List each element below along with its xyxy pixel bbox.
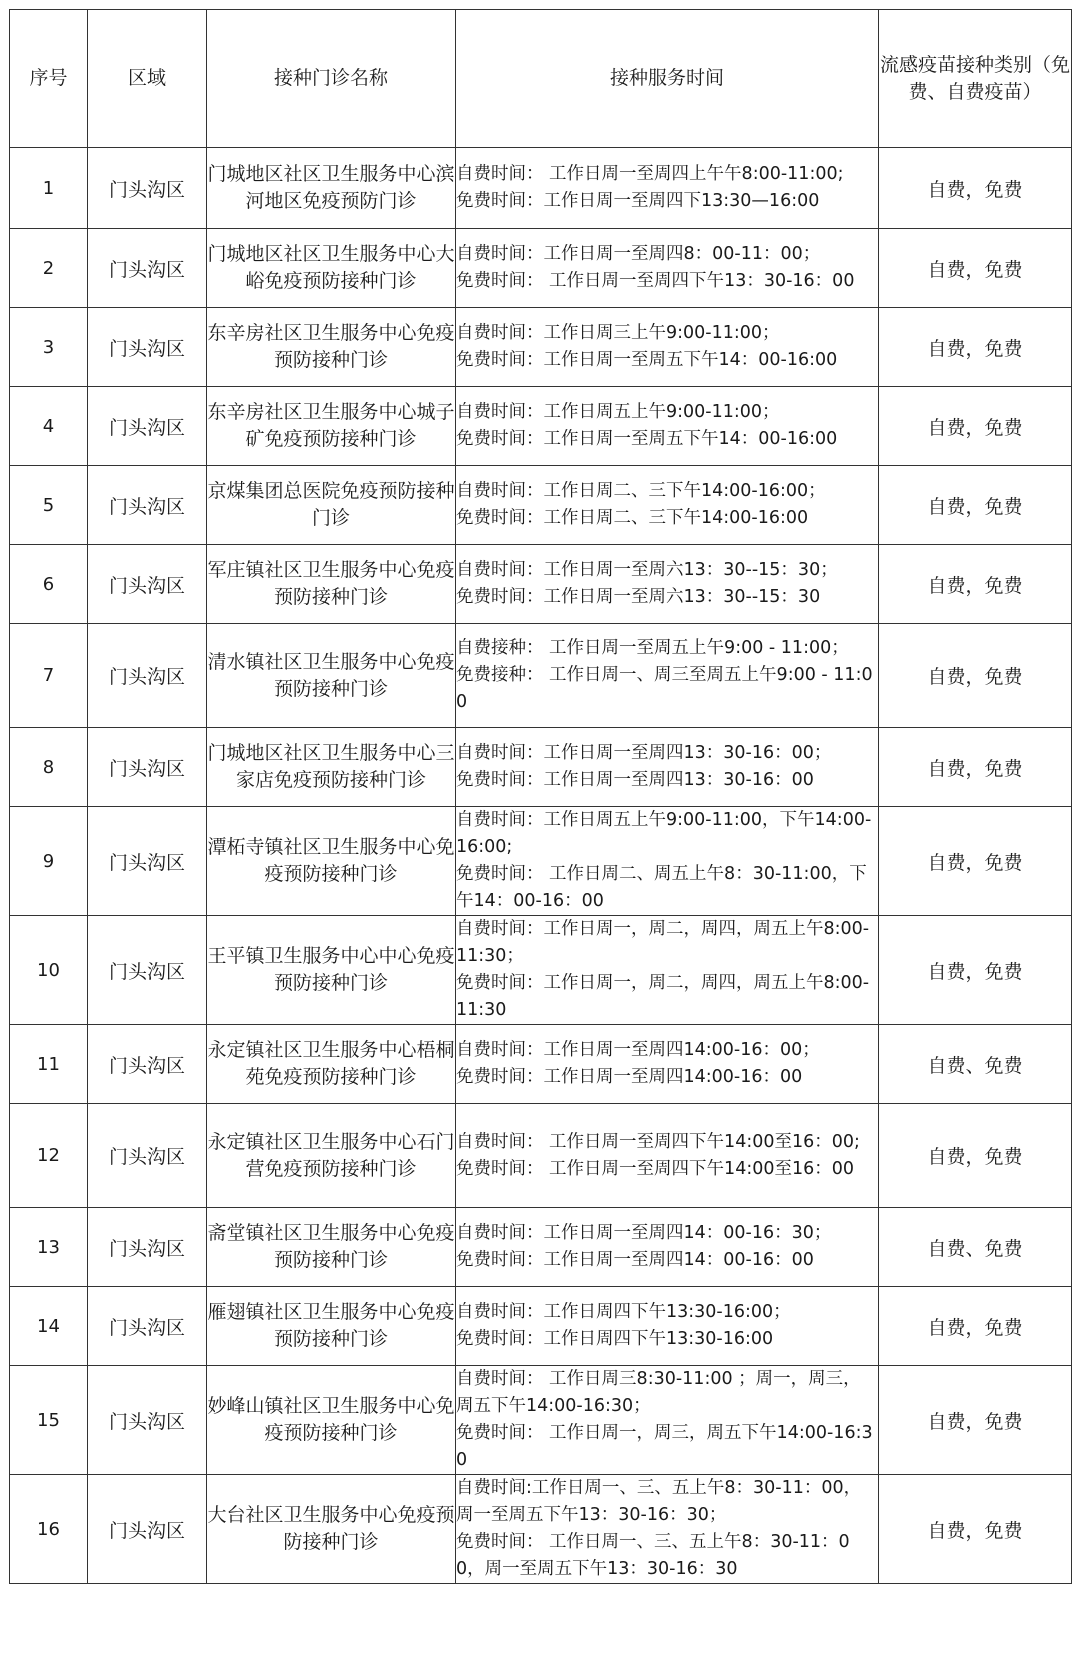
- row-service-time: [456, 728, 879, 807]
- row-clinic-name: 门城地区社区卫生服务中心大峪免疫预防接种门诊: [207, 229, 456, 308]
- row-service-time: [456, 1366, 879, 1475]
- row-clinic-name: 斋堂镇社区卫生服务中心免疫预防接种门诊: [207, 1208, 456, 1287]
- service-time-line: 自费时间：工作日周一至周四14:00-16：00；: [456, 1040, 820, 1060]
- table-row: [10, 1366, 1072, 1475]
- row-clinic-name: 永定镇社区卫生服务中心石门营免疫预防接种门诊: [207, 1104, 456, 1208]
- header-clinic-name: 接种门诊名称: [207, 10, 456, 148]
- row-number: 15: [10, 1366, 88, 1475]
- service-time-line: 自费接种： 工作日周一至周五上午9:00 - 11:00；: [456, 638, 849, 658]
- row-vaccine-type: 自费，免费: [879, 545, 1072, 624]
- row-vaccine-type: 自费、免费: [879, 1025, 1072, 1104]
- header-vaccine-type: 流感疫苗接种类别（免费、自费疫苗）: [879, 10, 1072, 148]
- service-time-line: 免费时间：工作日周一至周五下午14：00-16:00: [456, 350, 838, 370]
- row-number: 5: [10, 466, 88, 545]
- row-service-time: [456, 1287, 879, 1366]
- row-district: 门头沟区: [88, 148, 207, 229]
- row-vaccine-type: 自费、免费: [879, 1208, 1072, 1287]
- clinic-table: [9, 9, 1072, 1584]
- row-clinic-name: 军庄镇社区卫生服务中心免疫预防接种门诊: [207, 545, 456, 624]
- row-service-time: [456, 308, 879, 387]
- row-vaccine-type: 自费，免费: [879, 148, 1072, 229]
- row-number: 4: [10, 387, 88, 466]
- row-clinic-name: 大台社区卫生服务中心免疫预防接种门诊: [207, 1475, 456, 1584]
- row-clinic-name: 门城地区社区卫生服务中心三家店免疫预防接种门诊: [207, 728, 456, 807]
- row-service-time: [456, 807, 879, 916]
- row-district: 门头沟区: [88, 1208, 207, 1287]
- row-district: 门头沟区: [88, 624, 207, 728]
- row-district: 门头沟区: [88, 1475, 207, 1584]
- row-number: 12: [10, 1104, 88, 1208]
- row-vaccine-type: 自费，免费: [879, 308, 1072, 387]
- table-row: [10, 1025, 1072, 1104]
- row-district: 门头沟区: [88, 387, 207, 466]
- table-row: [10, 1208, 1072, 1287]
- row-vaccine-type: 自费，免费: [879, 1475, 1072, 1584]
- row-service-time: [456, 387, 879, 466]
- row-number: 9: [10, 807, 88, 916]
- row-district: 门头沟区: [88, 1104, 207, 1208]
- row-district: 门头沟区: [88, 229, 207, 308]
- row-vaccine-type: 自费，免费: [879, 916, 1072, 1025]
- service-time-line: 免费时间： 工作日周一至周四下午13：30-16：00: [456, 271, 855, 291]
- service-time-line: 自费时间： 工作日周一至周四下午14:00至16：00;: [456, 1131, 860, 1152]
- table-body: [10, 148, 1072, 1584]
- row-service-time: [456, 148, 879, 229]
- row-district: 门头沟区: [88, 728, 207, 807]
- row-number: 8: [10, 728, 88, 807]
- row-number: 16: [10, 1475, 88, 1584]
- table-row: [10, 807, 1072, 916]
- row-number: 10: [10, 916, 88, 1025]
- service-time-line: 免费时间：工作日周一至周五下午14：00-16:00: [456, 429, 838, 449]
- row-number: 7: [10, 624, 88, 728]
- row-number: 6: [10, 545, 88, 624]
- row-service-time: [456, 916, 879, 1025]
- row-vaccine-type: 自费，免费: [879, 1366, 1072, 1475]
- row-service-time: [456, 1025, 879, 1104]
- service-time-line: 自费时间：工作日周五上午9:00-11:00；: [456, 402, 780, 422]
- row-service-time: [456, 1104, 879, 1208]
- row-number: 13: [10, 1208, 88, 1287]
- service-time-line: 自费时间：工作日周一至周四14：00-16：30；: [456, 1223, 832, 1243]
- row-clinic-name: 雁翅镇社区卫生服务中心免疫预防接种门诊: [207, 1287, 456, 1366]
- row-vaccine-type: 自费，免费: [879, 807, 1072, 916]
- service-time-line: 自费时间： 工作日周一至周四上午午8:00-11:00;: [456, 164, 844, 184]
- header-no: 序号: [10, 10, 88, 148]
- row-service-time: [456, 1475, 879, 1584]
- service-time-line: 免费时间： 工作日周一、三、五上午8：30-11：00，周一至周五下午13：30-16：30: [456, 1532, 850, 1579]
- row-district: 门头沟区: [88, 308, 207, 387]
- service-time-line: 自费时间：工作日周一至周四13：30-16：00；: [456, 743, 832, 763]
- service-time-line: 免费时间： 工作日周二、周五上午8：30-11:00，下午14：00-16：00: [456, 864, 867, 911]
- service-time-line: 免费时间：工作日周二、三下午14:00-16:00: [456, 508, 809, 528]
- row-vaccine-type: 自费，免费: [879, 387, 1072, 466]
- service-time-line: 免费时间：工作日周一，周二，周四，周五上午8:00-11:30: [456, 973, 870, 1020]
- service-time-line: 免费时间：工作日周四下午13:30-16:00: [456, 1329, 774, 1349]
- row-service-time: [456, 545, 879, 624]
- table-row: [10, 545, 1072, 624]
- row-vaccine-type: 自费，免费: [879, 229, 1072, 308]
- row-district: 门头沟区: [88, 1025, 207, 1104]
- table-row: [10, 1475, 1072, 1584]
- service-time-line: 免费时间：工作日周一至周四下13:30—16:00: [456, 191, 820, 211]
- row-service-time: [456, 1208, 879, 1287]
- row-district: 门头沟区: [88, 545, 207, 624]
- row-clinic-name: 清水镇社区卫生服务中心免疫预防接种门诊: [207, 624, 456, 728]
- row-clinic-name: 东辛房社区卫生服务中心城子矿免疫预防接种门诊: [207, 387, 456, 466]
- header-district: 区域: [88, 10, 207, 148]
- service-time-line: 免费时间：工作日周一至周四14：00-16：00: [456, 1250, 814, 1270]
- table-row: [10, 916, 1072, 1025]
- row-number: 1: [10, 148, 88, 229]
- service-time-line: 免费时间：工作日周一至周六13：30--15：30: [456, 587, 821, 607]
- table-row: [10, 229, 1072, 308]
- row-number: 11: [10, 1025, 88, 1104]
- row-district: 门头沟区: [88, 916, 207, 1025]
- service-time-line: 自费时间：工作日周三上午9:00-11:00；: [456, 323, 780, 343]
- service-time-line: 自费时间：工作日周二、三下午14:00-16:00；: [456, 481, 826, 501]
- header-row: [10, 10, 1072, 148]
- service-time-line: 免费时间： 工作日周一，周三，周五下午14:00-16:30: [456, 1423, 873, 1470]
- row-clinic-name: 门城地区社区卫生服务中心滨河地区免疫预防门诊: [207, 148, 456, 229]
- service-time-line: 免费时间：工作日周一至周四14:00-16：00: [456, 1067, 803, 1087]
- service-time-line: 自费时间：工作日周一，周二，周四，周五上午8:00-11:30；: [456, 919, 870, 966]
- service-time-line: 自费时间:工作日周一、三、五上午8：30-11：00，周一至周五下午13：30-16：30；: [456, 1478, 862, 1525]
- row-district: 门头沟区: [88, 466, 207, 545]
- service-time-line: 免费时间：工作日周一至周四13：30-16：00: [456, 770, 814, 790]
- service-time-line: 免费时间： 工作日周一至周四下午14:00至16：00: [456, 1158, 855, 1179]
- row-district: 门头沟区: [88, 1287, 207, 1366]
- row-clinic-name: 永定镇社区卫生服务中心梧桐苑免疫预防接种门诊: [207, 1025, 456, 1104]
- row-service-time: [456, 466, 879, 545]
- service-time-line: 自费时间：工作日周一至周四8：00-11：00；: [456, 244, 821, 264]
- table-row: [10, 1104, 1072, 1208]
- service-time-line: 自费时间：工作日周四下午13:30-16:00；: [456, 1302, 791, 1322]
- row-district: 门头沟区: [88, 807, 207, 916]
- row-vaccine-type: 自费，免费: [879, 624, 1072, 728]
- row-number: 2: [10, 229, 88, 308]
- row-service-time: [456, 624, 879, 728]
- row-service-time: [456, 229, 879, 308]
- table-row: [10, 387, 1072, 466]
- row-vaccine-type: 自费，免费: [879, 1287, 1072, 1366]
- row-vaccine-type: 自费，免费: [879, 728, 1072, 807]
- service-time-line: 自费时间：工作日周一至周六13：30--15：30；: [456, 560, 838, 580]
- row-clinic-name: 京煤集团总医院免疫预防接种门诊: [207, 466, 456, 545]
- header-service-time: 接种服务时间: [456, 10, 879, 148]
- row-clinic-name: 妙峰山镇社区卫生服务中心免疫预防接种门诊: [207, 1366, 456, 1475]
- row-district: 门头沟区: [88, 1366, 207, 1475]
- service-time-line: 免费接种： 工作日周一、周三至周五上午9:00 - 11:00: [456, 665, 873, 712]
- row-number: 3: [10, 308, 88, 387]
- row-clinic-name: 王平镇卫生服务中心中心免疫预防接种门诊: [207, 916, 456, 1025]
- table-row: [10, 308, 1072, 387]
- service-time-line: 自费时间：工作日周五上午9:00-11:00，下午14:00-16:00;: [456, 810, 872, 857]
- service-time-line: 自费时间： 工作日周三8:30-11:00 ；周一，周三，周五下午14:00-16:30；: [456, 1369, 861, 1416]
- table-row: [10, 466, 1072, 545]
- table-row: [10, 624, 1072, 728]
- row-clinic-name: 潭柘寺镇社区卫生服务中心免疫预防接种门诊: [207, 807, 456, 916]
- row-clinic-name: 东辛房社区卫生服务中心免疫预防接种门诊: [207, 308, 456, 387]
- table-row: [10, 1287, 1072, 1366]
- row-number: 14: [10, 1287, 88, 1366]
- row-vaccine-type: 自费，免费: [879, 466, 1072, 545]
- table-row: [10, 148, 1072, 229]
- row-vaccine-type: 自费，免费: [879, 1104, 1072, 1208]
- table-row: [10, 728, 1072, 807]
